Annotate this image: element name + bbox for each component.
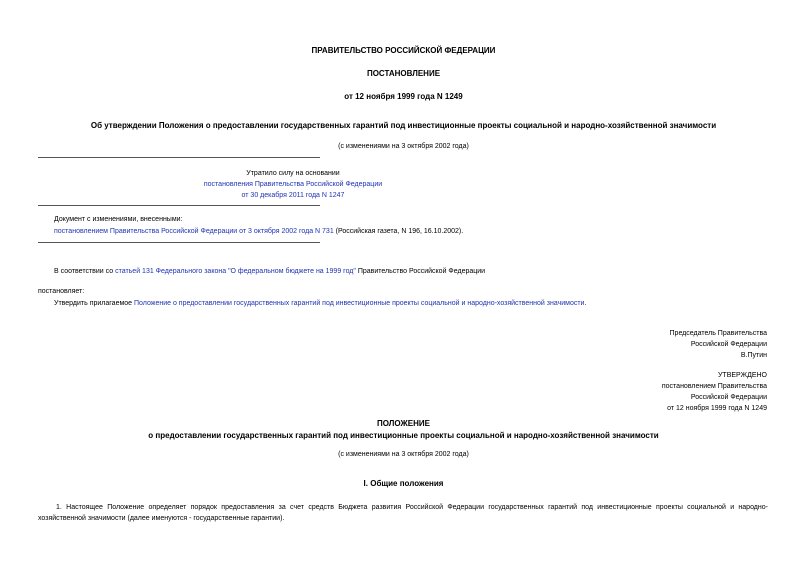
signature-name: В.Путин [740, 352, 767, 359]
signature-title: Председатель Правительства [669, 330, 767, 337]
clause-1: 1. Настоящее Положение определяет порядок предоставления за счет средств Бюджета развития Российской Федерации государственных гарантий под инвестиционные проекты социальной и народно-хозяйственной значимости (далее именуются - государственные гарантии). [38, 504, 768, 522]
section-heading: I. Общие положения [363, 479, 444, 488]
regulation-link[interactable]: Положение о предоставлении государственных гарантий под инвестиционные проекты социальной и народно-хозяйственной значимости [134, 300, 585, 307]
invalidating-decree-link[interactable]: постановления Правительства Российской Федерации [203, 181, 383, 188]
document-date-number: от 12 ноября 1999 года N 1249 [344, 92, 463, 101]
document-title: Об утверждении Положения о предоставлении государственных гарантий под инвестиционные проекты социальной и народно-хозяйственной значимости [90, 121, 717, 130]
amendments-source: (Российская газета, N 196, 16.10.2002). [333, 228, 464, 235]
approved-by: постановлением Правительства [661, 383, 767, 390]
divider [38, 205, 320, 206]
invalidated-notice: Утратило силу на основании [246, 170, 340, 177]
edition-note: (с изменениями на 3 октября 2002 года) [338, 143, 469, 150]
legal-basis-paragraph: В соответствии со статьей 131 Федерального закона "О федеральном бюджете на 1999 год" Правительство Российской Федерации [54, 268, 486, 275]
amending-decree-link[interactable]: постановлением Правительства Российской Федерации от 3 октября 2002 года N 731 [54, 228, 334, 235]
approved-country: Российской Федерации [690, 394, 767, 401]
invalidating-decree-date-link[interactable]: от 30 декабря 2011 года N 1247 [241, 192, 345, 199]
regulation-heading: ПОЛОЖЕНИЕ [377, 419, 430, 428]
approve-paragraph: Утвердить прилагаемое Положение о предоставлении государственных гарантий под инвестиционные проекты социальной и народно-хозяйственной значимости. [54, 300, 587, 307]
approved-label: УТВЕРЖДЕНО [717, 372, 767, 379]
divider [38, 157, 320, 158]
federal-law-link[interactable]: статьей 131 Федерального закона "О федеральном бюджете на 1999 год" [115, 268, 356, 275]
government-name: ПРАВИТЕЛЬСТВО РОССИЙСКОЙ ФЕДЕРАЦИИ [311, 46, 496, 55]
signature-country: Российской Федерации [690, 341, 767, 348]
divider [38, 242, 320, 243]
regulation-subheading: о предоставлении государственных гарантий под инвестиционные проекты социальной и народно-хозяйственной значимости [148, 431, 659, 440]
approved-date: от 12 ноября 1999 года N 1249 [667, 405, 767, 412]
amendments-line [54, 228, 463, 235]
amendments-intro: Документ с изменениями, внесенными: [54, 216, 183, 223]
decrees-word: постановляет: [38, 288, 85, 295]
regulation-edition-note: (с изменениями на 3 октября 2002 года) [338, 451, 469, 458]
document-type: ПОСТАНОВЛЕНИЕ [366, 69, 441, 78]
